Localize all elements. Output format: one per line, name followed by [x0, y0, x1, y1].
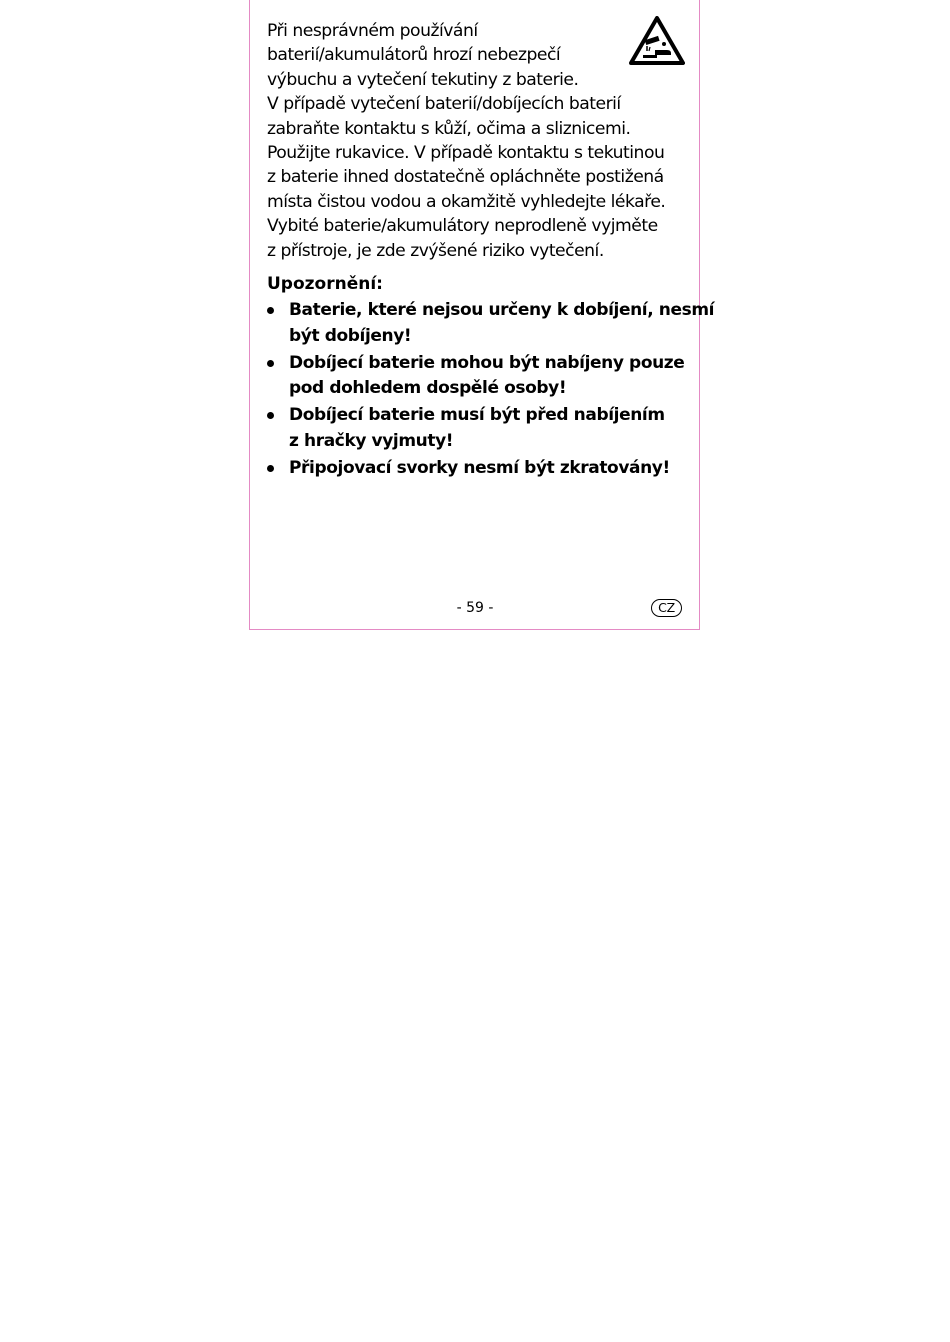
paragraph-line: z přístroje, je zde zvýšené riziko vytečení.: [267, 240, 604, 261]
notice-item: [267, 456, 687, 482]
paragraph-line: místa čistou vodou a okamžitě vyhledejte lékaře.: [267, 191, 666, 212]
bullet-icon: [267, 360, 274, 367]
paragraph-line: Použijte rukavice. V případě kontaktu s tekutinou: [267, 143, 665, 164]
notice-item-line: Připojovací svorky nesmí být zkratovány!: [289, 457, 670, 478]
notice-heading: Upozornění:: [267, 274, 383, 294]
paragraph-line: zabraňte kontaktu s kůží, očima a sliznicemi.: [267, 118, 631, 139]
paragraph-line: Vybité baterie/akumulátory neprodleně vyjměte: [267, 216, 658, 237]
paragraph-line: Při nesprávném používání: [267, 21, 478, 41]
notice-item-line: Baterie, které nejsou určeny k dobíjení, nesmí: [289, 300, 715, 320]
paragraph-line: z baterie ihned dostatečně opláchněte postižená: [267, 167, 664, 188]
paragraph-line: baterií/akumulátorů hrozí nebezpečí: [267, 45, 561, 66]
bullet-icon: [267, 307, 274, 314]
notice-item: [267, 403, 687, 454]
notice-item-line: Dobíjecí baterie mohou být nabíjeny pouze: [289, 352, 685, 373]
notice-item-line: z hračky vyjmuty!: [289, 430, 454, 451]
country-code-badge: CZ: [651, 599, 682, 617]
bullet-icon: [267, 412, 274, 419]
page-number: - 59 -: [456, 600, 494, 616]
bullet-icon: [267, 465, 274, 472]
notice-item: [267, 298, 715, 349]
notice-item-line: být dobíjeny!: [289, 325, 412, 346]
notice-item: [267, 351, 687, 402]
battery-warning-paragraph: [267, 19, 677, 263]
notice-item-line: Dobíjecí baterie musí být před nabíjením: [289, 405, 665, 425]
paragraph-line: V případě vytečení baterií/dobíjecích baterií: [267, 94, 621, 115]
notice-item-line: pod dohledem dospělé osoby!: [289, 378, 567, 398]
notice-list: [267, 298, 715, 483]
paragraph-line: výbuchu a vytečení tekutiny z baterie.: [267, 69, 579, 90]
